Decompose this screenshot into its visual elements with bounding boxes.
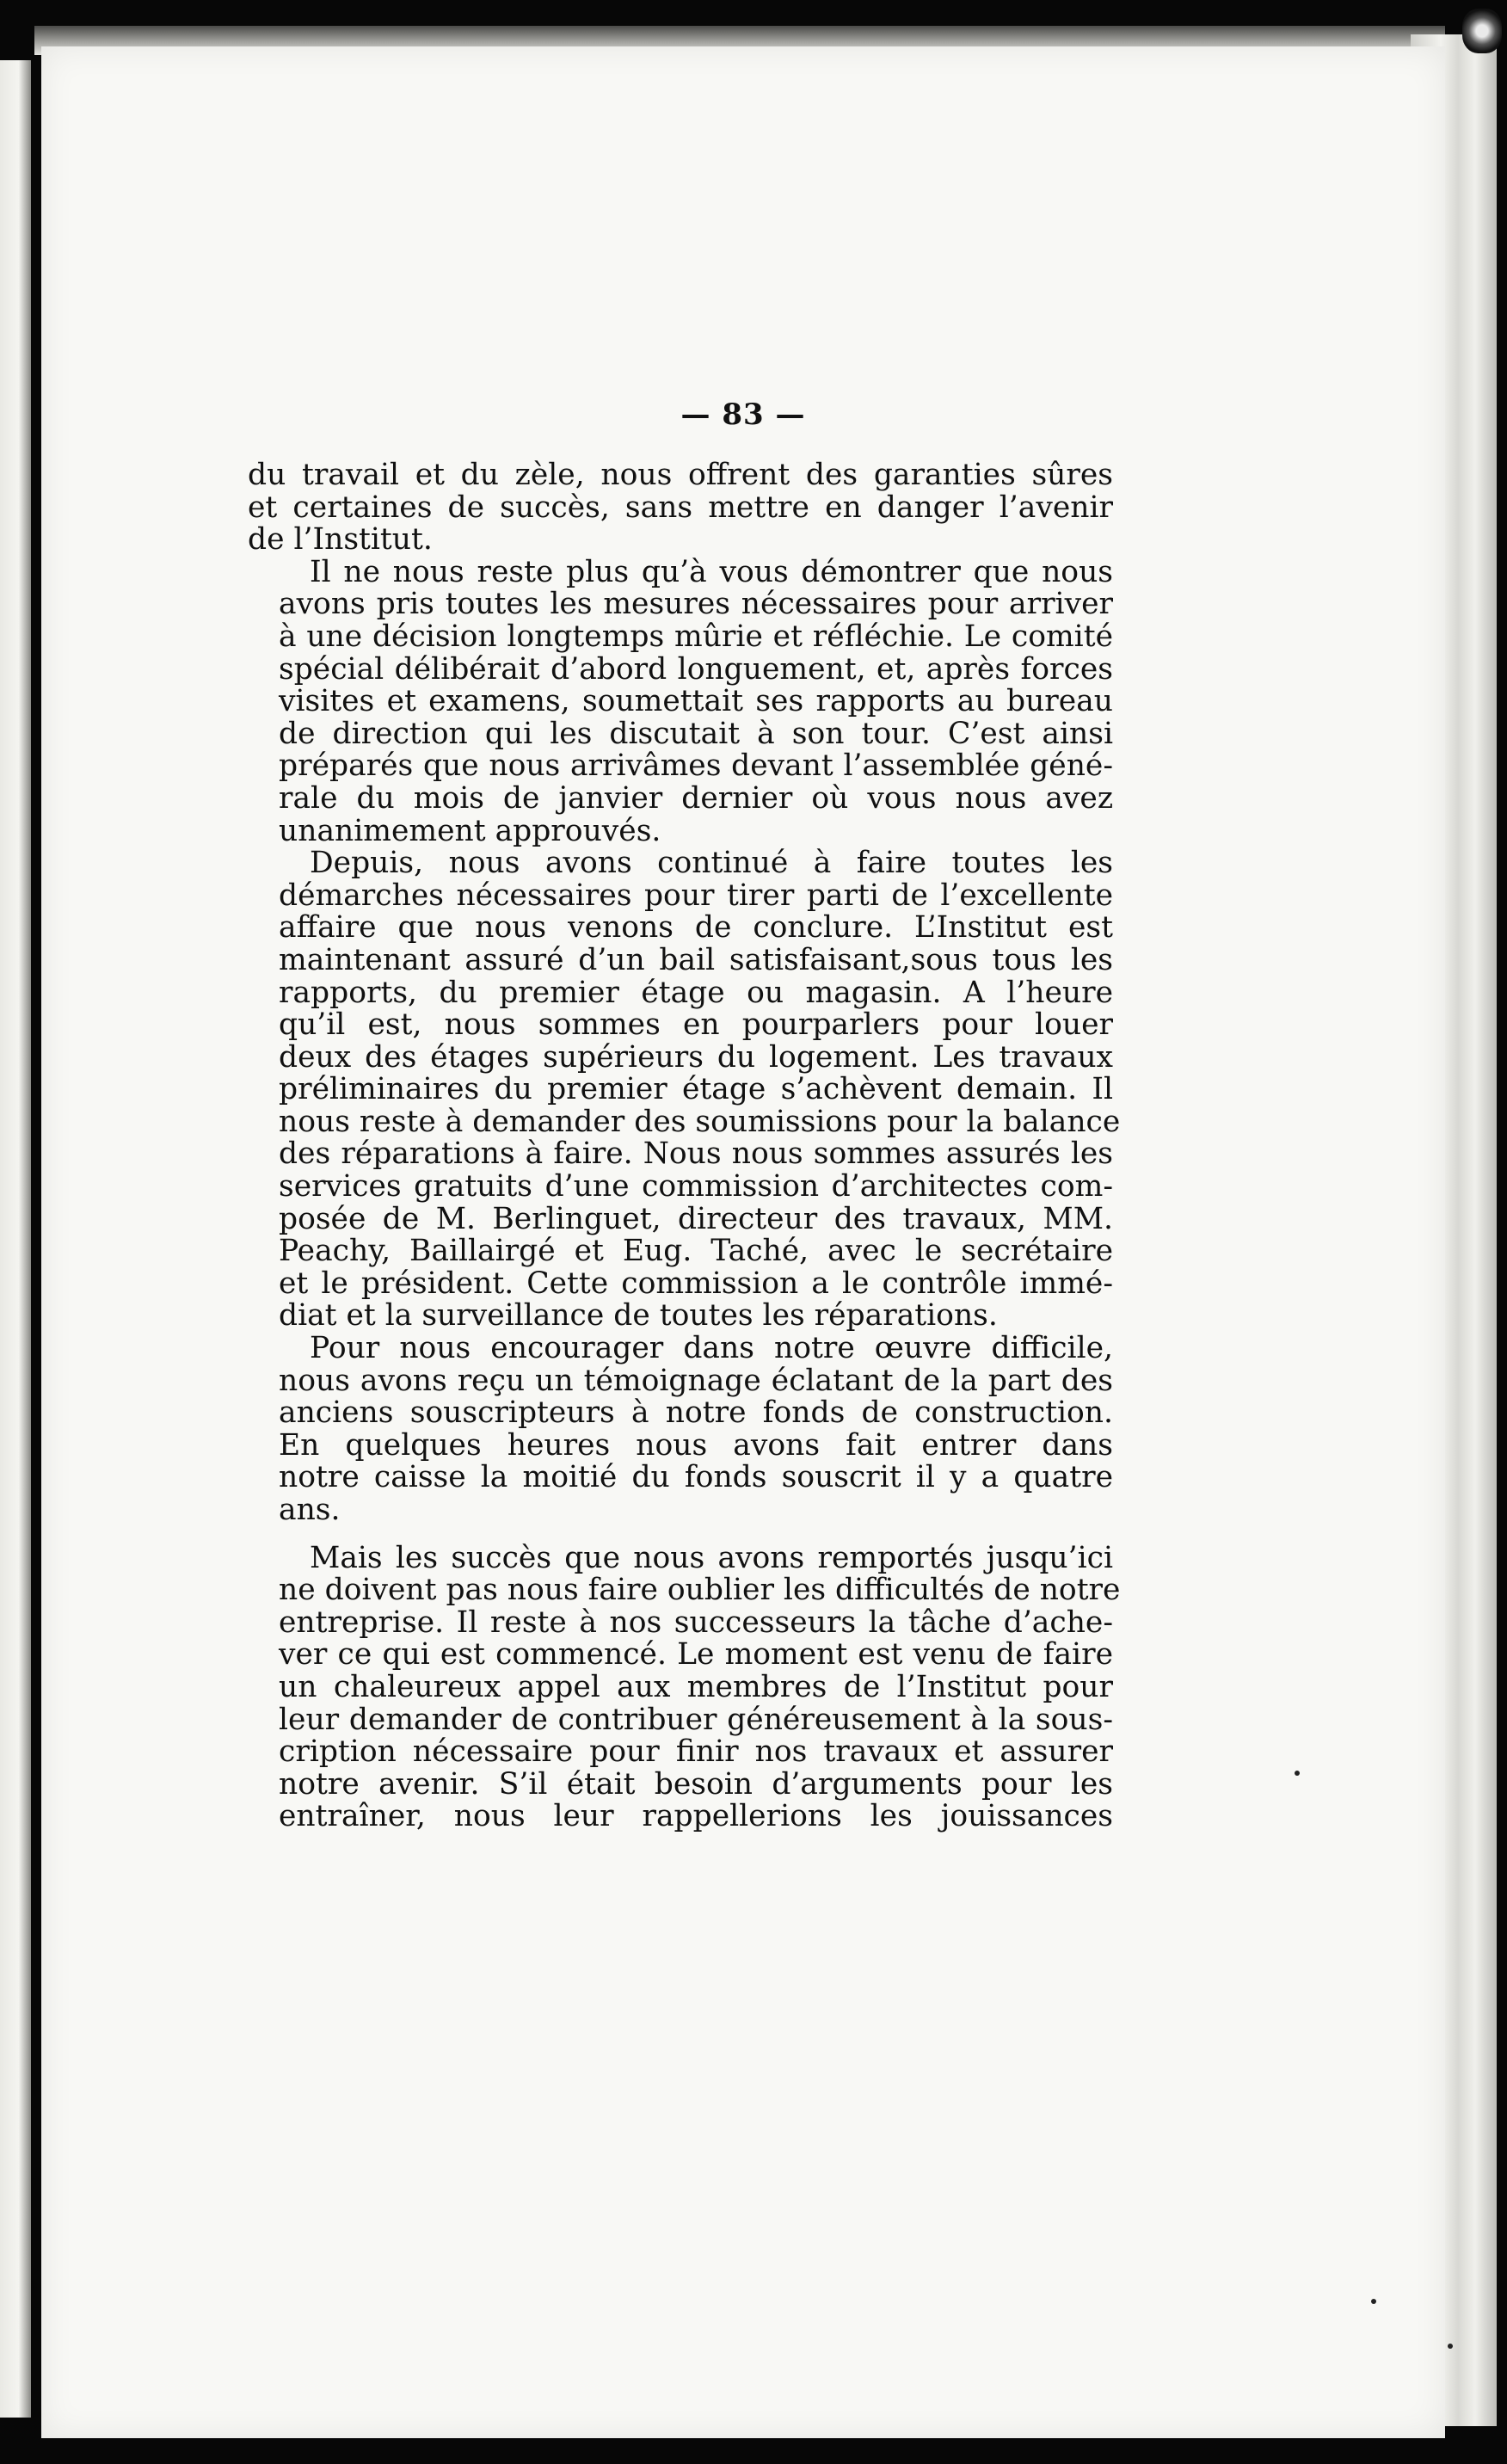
text-line: leur demander de contribuer généreusement à la sous- — [279, 1702, 1113, 1737]
facing-page-edge — [0, 60, 31, 2418]
text-line: à une décision longtemps mûrie et réfléchie. Le comité — [279, 619, 1113, 654]
text-line: diat et la surveillance de toutes les réparations. — [279, 1298, 998, 1334]
text-line: un chaleureux appel aux membres de l’Institut pour — [279, 1669, 1113, 1704]
document-page — [41, 46, 1445, 2438]
text-line: avons pris toutes les mesures nécessaires pour arriver — [279, 587, 1113, 622]
text-line: ne doivent pas nous faire oublier les difficultés de notre — [279, 1573, 1121, 1608]
text-line: notre avenir. S’il était besoin d’arguments pour les — [279, 1766, 1113, 1802]
text-line: Mais les succès que nous avons remportés jusqu’ici — [310, 1540, 1113, 1575]
text-line: notre caisse la moitié du fonds souscrit il y a quatre — [279, 1460, 1113, 1495]
text-line: entreprise. Il reste à nos successeurs la tâche d’ache- — [279, 1605, 1113, 1640]
text-line: anciens souscripteurs à notre fonds de construction. — [279, 1395, 1113, 1431]
text-line: des réparations à faire. Nous nous sommes assurés les — [279, 1137, 1113, 1172]
text-line: Il ne nous reste plus qu’à vous démontrer que nous — [310, 554, 1113, 589]
text-line: deux des étages supérieurs du logement. Les travaux — [279, 1039, 1113, 1075]
text-line: préparés que nous arrivâmes devant l’assemblée géné- — [279, 748, 1113, 784]
text-line: spécial délibérait d’abord longuement, et, après forces — [279, 651, 1113, 687]
paragraph — [248, 1540, 1121, 1834]
speck — [1295, 1771, 1300, 1776]
page-number: — 83 — — [680, 397, 806, 432]
text-line: et le président. Cette commission a le contrôle immé- — [279, 1266, 1113, 1301]
paragraph — [248, 459, 1113, 557]
paragraph — [248, 846, 1121, 1334]
text-line: unanimement approuvés. — [279, 813, 661, 848]
text-line: rale du mois de janvier dernier où vous nous avez — [279, 780, 1113, 816]
text-line: préliminaires du premier étage s’achèvent demain. Il — [279, 1072, 1113, 1107]
paragraph — [248, 1333, 1113, 1527]
text-line: nous avons reçu un témoignage éclatant de la part des — [279, 1363, 1113, 1398]
speck — [1371, 2299, 1376, 2304]
text-line: ver ce qui est commencé. Le moment est venu de faire — [279, 1637, 1113, 1672]
text-line: cription nécessaire pour finir nos travaux et assurer — [279, 1734, 1113, 1770]
text-line: services gratuits d’une commission d’architectes com- — [279, 1169, 1113, 1204]
text-line: ans. — [279, 1493, 341, 1527]
text-line: nous reste à demander des soumissions pour la balance — [279, 1104, 1121, 1139]
text-line: démarches nécessaires pour tirer parti de l’excellente — [279, 878, 1113, 913]
text-line: posée de M. Berlinguet, directeur des travaux, MM. — [279, 1201, 1113, 1236]
text-line: de l’Institut. — [248, 522, 433, 557]
text-line: Pour nous encourager dans notre œuvre difficile, — [310, 1331, 1113, 1366]
text-line: En quelques heures nous avons fait entrer dans — [279, 1427, 1113, 1463]
text-line: Peachy, Baillairgé et Eug. Taché, avec le secrétaire — [279, 1234, 1113, 1269]
text-line: rapports, du premier étage ou magasin. A l’heure — [279, 975, 1113, 1010]
corner-stain — [1462, 9, 1502, 53]
text-line: affaire que nous venons de conclure. L’Institut est — [279, 910, 1113, 946]
text-line: du travail et du zèle, nous offrent des garanties sûres — [248, 458, 1113, 492]
text-line: qu’il est, nous sommes en pourparlers pour louer — [279, 1007, 1113, 1043]
text-line: entraîner, nous leur rappellerions les jouissances — [279, 1799, 1113, 1834]
paragraph — [248, 554, 1113, 848]
text-line: visites et examens, soumettait ses rapports au bureau — [279, 684, 1113, 719]
body-text — [248, 458, 1121, 1834]
speck — [1448, 2344, 1453, 2349]
text-line: de direction qui les discutait à son tour. C’est ainsi — [279, 716, 1113, 751]
text-line: et certaines de succès, sans mettre en danger l’avenir — [248, 490, 1113, 525]
text-line: Depuis, nous avons continué à faire toutes les — [310, 846, 1113, 881]
text-line: maintenant assuré d’un bail satisfaisant,sous tous les — [279, 942, 1113, 977]
